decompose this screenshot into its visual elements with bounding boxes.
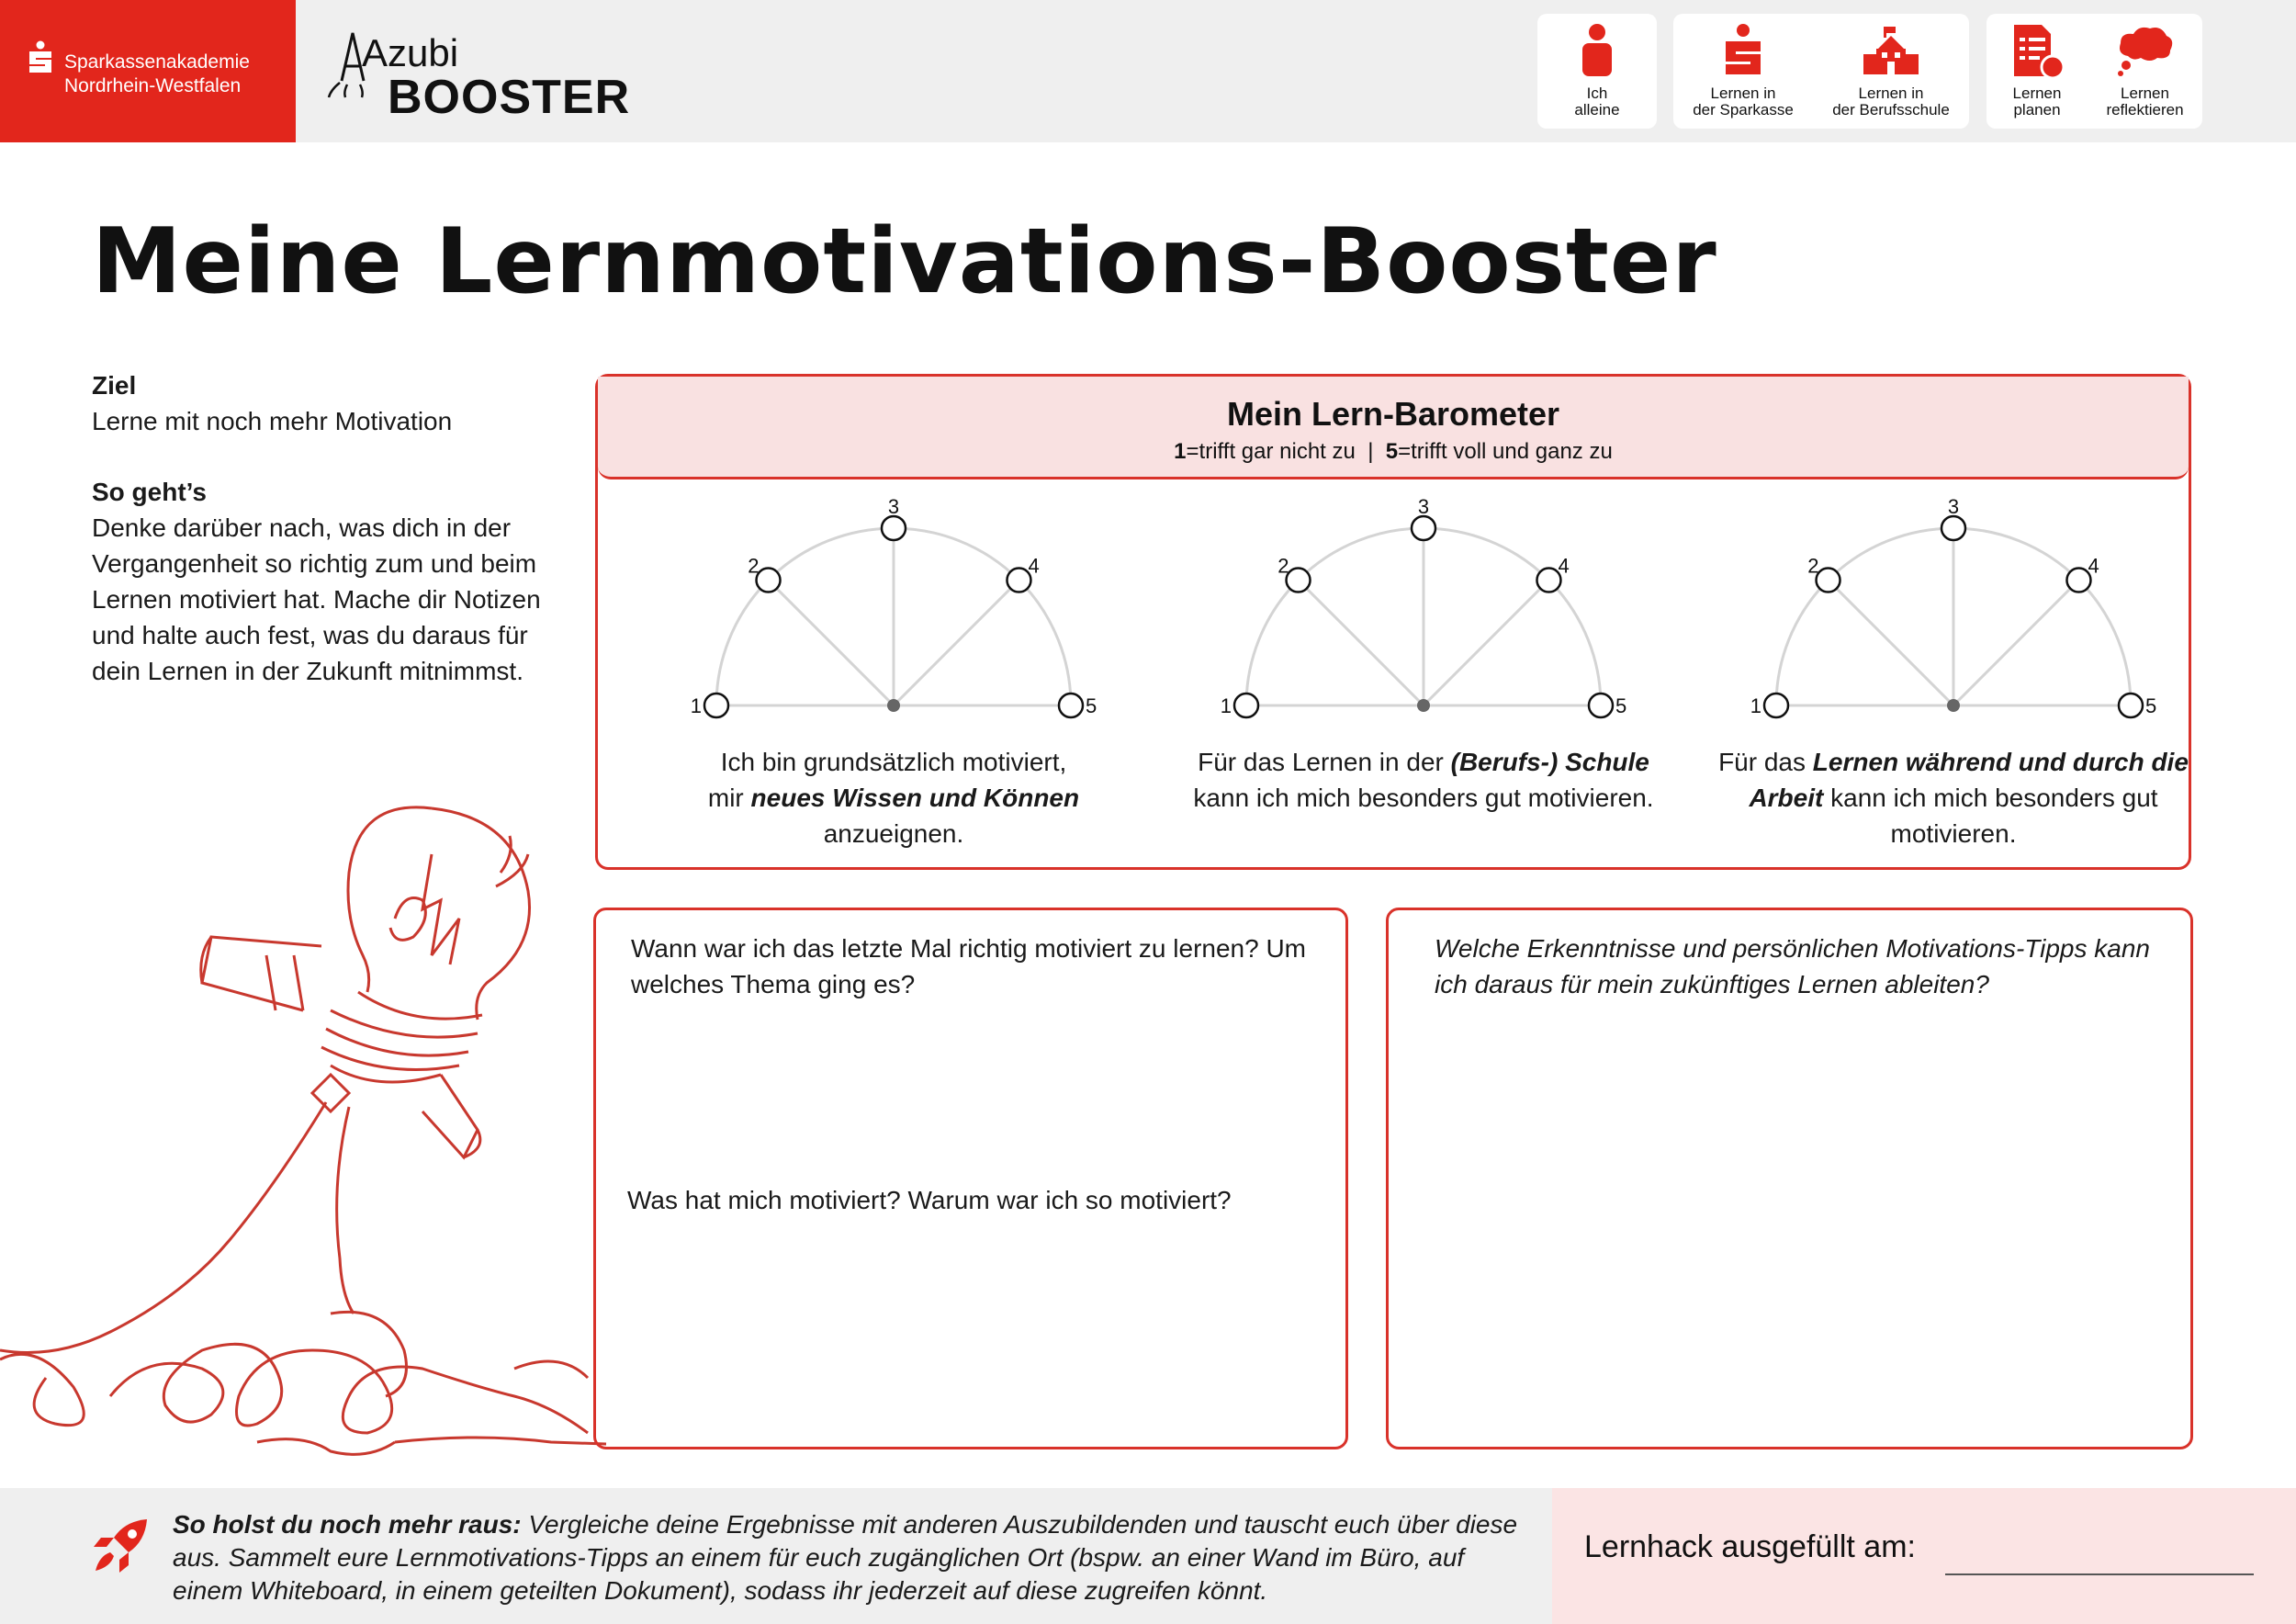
caption-text: Für das Lernen in der xyxy=(1198,748,1451,776)
gauge-label-5: 5 xyxy=(1086,694,1097,717)
gauge-option-1[interactable] xyxy=(1234,694,1258,717)
nav-label-line: Lernen xyxy=(2012,85,2062,102)
footer-tip-colon: : xyxy=(512,1510,522,1539)
gauge-spoke xyxy=(1424,581,1548,705)
nav-label-line: planen xyxy=(2013,101,2061,118)
caption-text: Ich bin grundsätzlich motiviert, xyxy=(720,748,1067,776)
gauge-label-1: 1 xyxy=(690,694,702,717)
caption-text: kann ich mich besonders gut motivieren. xyxy=(1823,784,2158,848)
caption-emphasis: (Berufs-) Schule xyxy=(1450,748,1649,776)
gauge-label-2: 2 xyxy=(1277,554,1289,578)
gauge-label-4: 4 xyxy=(1028,554,1040,578)
gauge-3 xyxy=(1696,495,2211,735)
nav-item-lernen-sparkasse[interactable] xyxy=(1673,14,1813,129)
person-icon xyxy=(1579,23,1615,78)
question-last-motivation: Wann war ich das letzte Mal richtig motiviert zu lernen? Um welches Thema ging es? xyxy=(631,934,1306,998)
logo-azubi-text: Azubi xyxy=(362,31,459,74)
barometer-scale-legend xyxy=(598,439,2189,465)
gauge-option-1[interactable] xyxy=(704,694,728,717)
caption-text: Für das xyxy=(1718,748,1813,776)
nav-label-line: Lernen in xyxy=(1858,85,1924,102)
barometer-title: Mein Lern-Barometer xyxy=(1226,395,1560,433)
gauge-center-dot xyxy=(1417,699,1430,712)
azubi-booster-logo xyxy=(323,26,631,124)
gauge-option-5[interactable] xyxy=(2119,694,2143,717)
school-icon xyxy=(1862,23,1920,78)
gauge-option-2[interactable] xyxy=(1287,569,1311,592)
nav-label-line: der Sparkasse xyxy=(1693,101,1794,118)
gauge-center-dot xyxy=(887,699,900,712)
logo-booster-text: BOOSTER xyxy=(388,71,631,124)
sparkasse-icon xyxy=(1722,23,1764,78)
gauge-label-2: 2 xyxy=(748,554,760,578)
gauge-label-5: 5 xyxy=(2145,694,2157,717)
footer-tip xyxy=(173,1508,1532,1607)
gauge-option-5[interactable] xyxy=(1589,694,1613,717)
scale-low-number: 1 xyxy=(1174,439,1187,464)
gauge-label-1: 1 xyxy=(1220,694,1232,717)
gauge-center-dot xyxy=(1947,699,1960,712)
nav-group-reflect xyxy=(1986,14,2202,129)
gauge-1-caption xyxy=(636,744,1151,851)
gauge-option-2[interactable] xyxy=(757,569,781,592)
gauge-1 xyxy=(636,495,1151,735)
gauge-label-4: 4 xyxy=(2088,554,2099,578)
gauge-label-3: 3 xyxy=(887,495,900,518)
ziel-heading: Ziel xyxy=(92,371,137,400)
caption-emphasis: Lernen während und durch die Arbeit xyxy=(1749,748,2189,812)
lernhack-date-field[interactable] xyxy=(1945,1573,2254,1575)
sogehts-text: Denke darüber nach, was dich in der Vergangenheit so richtig zum und beim Lernen motiviert hat. Mache dir Notizen und halte auch fest, was du daraus für dein Lernen in der Zukunft mitnimmst. xyxy=(92,513,541,685)
nav-item-lernen-planen[interactable] xyxy=(1986,14,2088,129)
scale-low-text: =trifft gar nicht zu xyxy=(1186,439,1356,464)
gauge-option-1[interactable] xyxy=(1764,694,1788,717)
gauge-spoke xyxy=(1299,581,1424,705)
footer xyxy=(0,1488,2296,1624)
question-insights-tips: Welche Erkenntnisse und persönlichen Motivations-Tipps kann ich daraus für mein zukünftiges Lernen ableiten? xyxy=(1435,934,2150,998)
caption-text: mir xyxy=(707,784,751,812)
brand-line-2: Nordrhein-Westfalen xyxy=(64,75,242,96)
nav-item-lernen-berufsschule[interactable] xyxy=(1813,14,1969,129)
gauge-label-5: 5 xyxy=(1615,694,1627,717)
gauge-label-2: 2 xyxy=(1807,554,1819,578)
gauge-label-1: 1 xyxy=(1750,694,1761,717)
scale-high-number: 5 xyxy=(1385,439,1399,464)
nav-item-lernen-reflektieren[interactable] xyxy=(2088,14,2202,129)
caption-text: kann ich mich besonders gut motivieren. xyxy=(1193,784,1654,812)
caption-emphasis: neues Wissen und Können xyxy=(750,784,1080,812)
gauge-spoke xyxy=(769,581,894,705)
gauge-label-3: 3 xyxy=(1417,495,1430,518)
gauge-option-2[interactable] xyxy=(1817,569,1840,592)
barometer-header xyxy=(598,377,2189,479)
gauge-spoke xyxy=(894,581,1019,705)
instructions xyxy=(92,367,569,724)
brand-name xyxy=(64,51,250,98)
gauge-option-3[interactable] xyxy=(1941,516,1965,540)
nav-item-ich-alleine[interactable] xyxy=(1537,14,1657,129)
gauge-spoke xyxy=(1953,581,2078,705)
sparkasse-logo-icon xyxy=(28,40,53,73)
nav-label-line: Lernen in xyxy=(1710,85,1776,102)
nav-label-line: Lernen xyxy=(2121,85,2169,102)
lern-barometer xyxy=(595,374,2191,870)
lernhack-label: Lernhack ausgefüllt am: xyxy=(1584,1529,1916,1564)
scale-high-text: =trifft voll und ganz zu xyxy=(1398,439,1613,464)
reflection-box-left[interactable] xyxy=(593,908,1348,1449)
gauge-option-5[interactable] xyxy=(1059,694,1083,717)
scale-separator: | xyxy=(1367,439,1374,464)
ziel-text: Lerne mit noch mehr Motivation xyxy=(92,407,453,435)
nav-label-line: Ich xyxy=(1586,85,1608,102)
rocket-icon xyxy=(92,1516,151,1574)
nav-label-line: alleine xyxy=(1574,101,1620,118)
gauge-2 xyxy=(1166,495,1681,735)
gauge-3-caption xyxy=(1696,744,2211,851)
gauge-2-caption xyxy=(1166,744,1681,816)
footer-tip-heading: So holst du noch mehr raus xyxy=(173,1510,513,1539)
plan-icon xyxy=(2009,23,2065,80)
nav-label-line: reflektieren xyxy=(2106,101,2184,118)
lightbulb-rocket-illustration xyxy=(0,799,606,1460)
nav-group-places xyxy=(1673,14,1969,129)
nav-label-line: der Berufsschule xyxy=(1832,101,1950,118)
gauge-label-3: 3 xyxy=(1947,495,1960,518)
brand-line-1: Sparkassenakademie xyxy=(64,51,250,73)
brand-block xyxy=(0,0,296,142)
page-title: Meine Lernmotivations-Booster xyxy=(92,209,1717,314)
thought-cloud-icon xyxy=(2115,23,2176,78)
nav-group-self xyxy=(1537,14,1657,129)
footer-tip-text: Vergleiche deine Ergebnisse mit anderen Auszubildenden und tauscht euch über diese aus. Sammelt eure Lernmotivations-Tipps an einem für euch zugänglichen Ort (bspw. an einer Wand im Büro, auf einem Whiteboard, in einem geteilten Dokument), sodass ihr jederzeit auf diese zugreifen könnt. xyxy=(173,1510,1518,1605)
gauge-label-4: 4 xyxy=(1558,554,1570,578)
gauge-spoke xyxy=(1829,581,1953,705)
reflection-box-right[interactable] xyxy=(1386,908,2193,1449)
question-what-motivated: Was hat mich motiviert? Warum war ich so motiviert? xyxy=(627,1186,1232,1214)
gauge-option-3[interactable] xyxy=(882,516,906,540)
gauge-option-3[interactable] xyxy=(1412,516,1435,540)
header-bar xyxy=(0,0,2296,142)
sogehts-heading: So geht’s xyxy=(92,478,207,506)
caption-text: anzueignen. xyxy=(823,819,964,848)
